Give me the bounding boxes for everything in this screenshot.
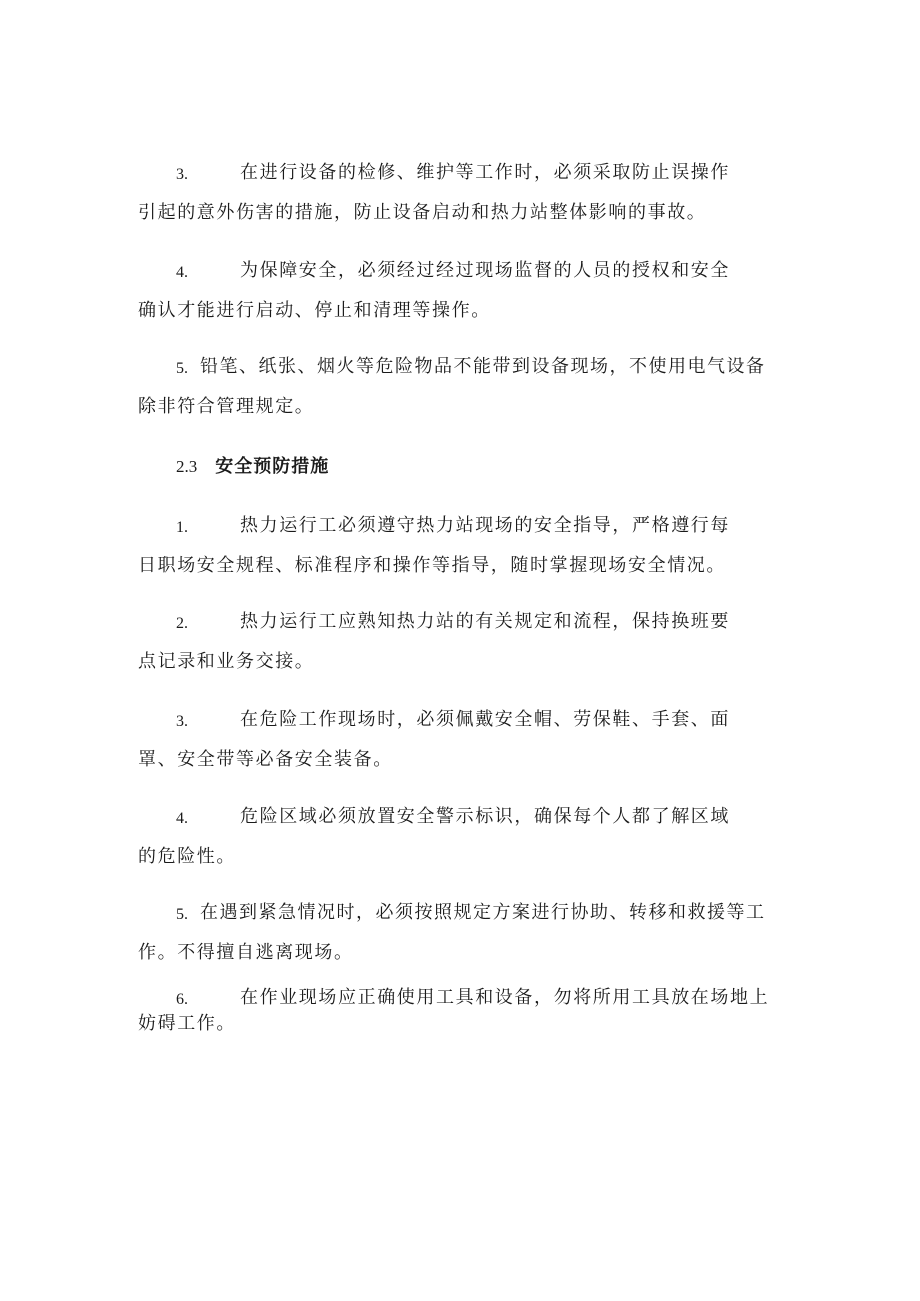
item-text-line: 妨碍工作。 [138,1013,236,1034]
section-heading [176,455,329,479]
item-text-line: 热力运行工应熟知热力站的有关规定和流程，保持换班要 [240,611,730,632]
item-number: 6. [176,991,188,1008]
item-number: 2. [176,615,188,632]
item-text-line: 确认才能进行启动、停止和清理等操作。 [138,300,491,321]
item-text-line: 在遇到紧急情况时，必须按照规定方案进行协助、转移和救援等工 [200,902,766,923]
item-number: 3. [176,166,188,183]
section-number: 2.3 [176,457,198,476]
item-text-line: 为保障安全，必须经过经过现场监督的人员的授权和安全 [240,260,730,281]
item-number: 4. [176,264,188,281]
item-text-line: 在危险工作现场时，必须佩戴安全帽、劳保鞋、手套、面 [240,709,730,730]
section-title: 安全预防措施 [215,456,330,477]
item-text-line: 日职场安全规程、标准程序和操作等指导，随时掌握现场安全情况。 [138,555,726,576]
item-number: 4. [176,810,188,827]
item-number: 5. [176,906,188,923]
item-number: 3. [176,713,188,730]
item-text-line: 罩、安全带等必备安全装备。 [138,749,393,770]
item-text-line: 在作业现场应正确使用工具和设备，勿将所用工具放在场地上 [240,987,770,1008]
item-text-line: 铅笔、纸张、烟火等危险物品不能带到设备现场，不使用电气设备 [200,356,766,377]
item-text-line: 热力运行工必须遵守热力站现场的安全指导，严格遵行每 [240,515,730,536]
item-text-line: 引起的意外伤害的措施，防止设备启动和热力站整体影响的事故。 [138,202,707,223]
item-text-line: 的危险性。 [138,846,236,867]
item-number: 5. [176,360,188,377]
item-number: 1. [176,519,188,536]
item-text-line: 危险区域必须放置安全警示标识，确保每个人都了解区域 [240,806,730,827]
item-text-line: 除非符合管理规定。 [138,396,315,417]
item-text-line: 点记录和业务交接。 [138,651,315,672]
item-text-line: 作。不得擅自逃离现场。 [138,942,354,963]
item-text-line: 在进行设备的检修、维护等工作时，必须采取防止误操作 [240,162,730,183]
